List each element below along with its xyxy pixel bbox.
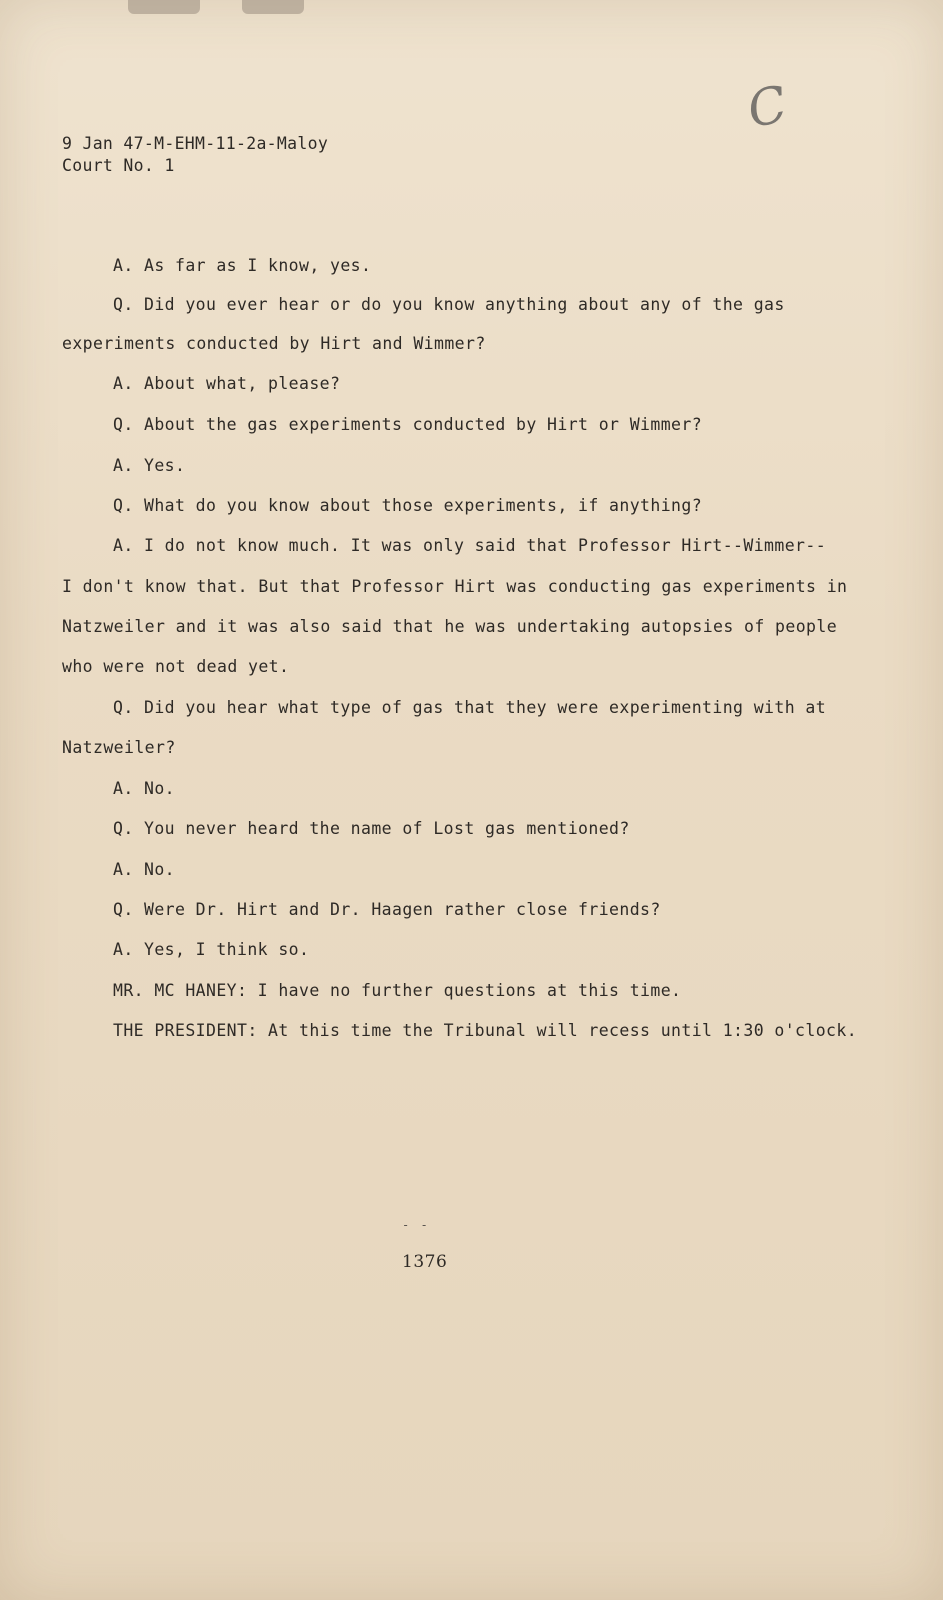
- transcript-line: Q. Did you ever hear or do you know anything about any of the gas: [113, 295, 785, 314]
- transcript-line: Q. Did you hear what type of gas that they were experimenting with at: [113, 698, 827, 717]
- transcript-line: Natzweiler and it was also said that he was undertaking autopsies of people: [62, 617, 838, 636]
- top-edge-tear: [242, 0, 304, 14]
- transcript-line: A. No.: [113, 779, 176, 798]
- transcript-line: A. Yes, I think so.: [113, 940, 310, 959]
- transcript-line: A. I do not know much. It was only said that Professor Hirt--Wimmer--: [113, 536, 827, 555]
- transcript-line: who were not dead yet.: [62, 657, 290, 676]
- document-header: [62, 133, 328, 177]
- transcript-line: THE PRESIDENT: At this time the Tribunal will recess until 1:30 o'clock.: [113, 1021, 858, 1040]
- transcript-line: A. As far as I know, yes.: [113, 256, 372, 275]
- transcript-line: A. No.: [113, 860, 176, 879]
- transcript-line: Q. You never heard the name of Lost gas mentioned?: [113, 819, 630, 838]
- page-number: 1376: [402, 1252, 448, 1272]
- top-edge-tear: [128, 0, 200, 14]
- transcript-line: Natzweiler?: [62, 738, 176, 757]
- handwritten-corner-mark: C: [742, 74, 792, 140]
- transcript-line: experiments conducted by Hirt and Wimmer?: [62, 334, 486, 353]
- transcript-line: I don't know that. But that Professor Hirt was conducting gas experiments in: [62, 577, 848, 596]
- transcript-line: MR. MC HANEY: I have no further questions at this time.: [113, 981, 682, 1000]
- transcript-line: A. About what, please?: [113, 374, 341, 393]
- page-separator: - -: [402, 1218, 430, 1232]
- transcript-line: A. Yes.: [113, 456, 186, 475]
- transcript-line: Q. Were Dr. Hirt and Dr. Haagen rather close friends?: [113, 900, 661, 919]
- transcript-line: Q. What do you know about those experiments, if anything?: [113, 496, 703, 515]
- header-court: Court No. 1: [62, 156, 175, 175]
- transcript-line: Q. About the gas experiments conducted by Hirt or Wimmer?: [113, 415, 703, 434]
- header-reference: 9 Jan 47-M-EHM-11-2a-Maloy: [62, 134, 329, 153]
